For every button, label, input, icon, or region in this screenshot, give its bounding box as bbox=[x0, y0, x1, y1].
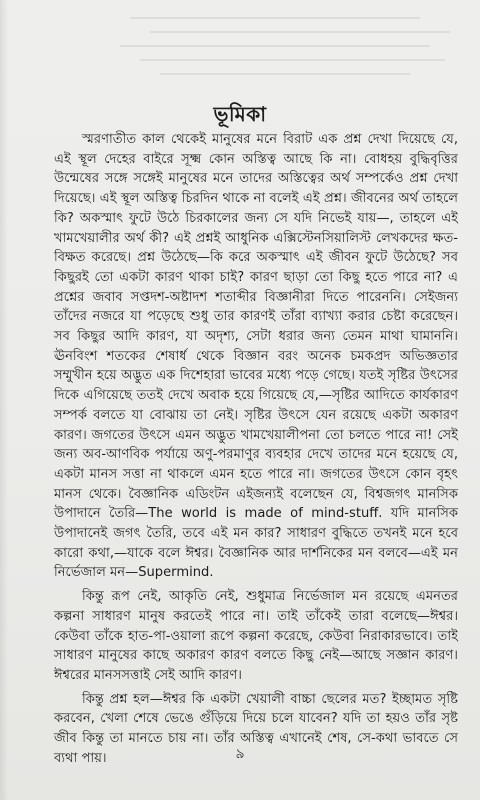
paragraph-3: কিন্তু প্রশ্ন হল—ঈশ্বর কি একটা খেয়ালী বাচ্চা ছেলের মত? ইচ্ছামত সৃষ্টি করবেন, খেলা শেষে ভেঙে গুঁড়িয়ে দিয়ে চলে যাবেন? যদি তা হয়ও তাঁর সৃষ্ট জীব কিন্তু তা মানতে চায় না। তাঁর অস্তিত্ব এখানেই শেষ, সে-কথা ভাবতে সে ব্যথা পায়। bbox=[54, 691, 458, 766]
page-title: ভূমিকা bbox=[213, 102, 267, 126]
page-number: ৯ bbox=[235, 746, 245, 762]
paragraph-2: কিন্তু রূপ নেই, আকৃতি নেই, শুধুমাত্র নির্ভেজাল মন রয়েছে এমনতর কল্পনা সাধারণ মানুষ করতেই পারে না। তাই তাঁকেই তারা বলেছে—ঈশ্বর। কেউবা তাঁকে হাত-পা-ওয়ালা রূপে কল্পনা করেছে, কেউবা নিরাকারভাবে। তাই সাধারণ মানুষের কাছে অকারণ কারণ বলতে কিছু নেই—আছে সজ্ঞান কারণ। ঈশ্বরের মানসসত্তাই সেই আদি কারণ। bbox=[54, 589, 458, 683]
paragraph-1: স্মরণাতীত কাল থেকেই মানুষের মনে বিরাট এক প্রশ্ন দেখা দিয়েছে যে, এই স্থূল দেহের বাইরে সূক্ষ্ম কোন অস্তিত্ব আছে কি না। বোধহয় বুদ্ধিবৃত্তির উন্মেষের সঙ্গে সঙ্গেই মানুষের মনে তাদের অস্তিত্বের অর্থ সম্পর্কেও প্রশ্ন দেখা দিয়েছে। এই স্থূল অস্তিত্ব চিরদিন থাকে না বলেই এই প্রশ্ন। জীবনের অর্থ তাহলে কি? অকস্মাৎ ফুটে উঠে চিরকালের জন্য সে যদি নিভেই যায়—, তাহলে এই খামখেয়ালীর অর্থ কী? এই প্রশ্নই আধুনিক এক্সিস্টেনসিয়ালিস্ট লেখকদের ক্ষত-বিক্ষত করেছে। প্রশ্ন উঠেছে—কি করে অকস্মাৎ এই জীবন ফুটে উঠেছে? সব কিছুরই তো একটা কারণ থাকা চাই? কারণ ছাড়া তো কিছু হতে পারে না? এ প্রশ্নের জবাব সপ্তদশ-অষ্টাদশ শতাব্দীর বিজ্ঞানীরা দিতে পারেননি। সেইজন্য তাঁদের নজরে যা পড়েছে শুধু তার কারণই তাঁরা ব্যাখ্যা করার চেষ্টা করেছেন। সব কিছুর আদি কারণ, যা অদৃশ্য, সেটা ধরার জন্য তেমন মাথা ঘামাননি। ঊনবিংশ শতকের শেষার্ধ থেকে বিজ্ঞান বরং অনেক চমকপ্রদ অভিজ্ঞতার সম্মুখীন হয়ে অদ্ভুত এক দিশেহারা ভাবের মধ্যে পড়ে গেছে। যতই সৃষ্টির উৎসের দিকে এগিয়েছে ততই দেখে অবাক হয়ে গিয়েছে যে,—সৃষ্টির আদিতে কার্যকারণ সম্পর্ক বলতে যা বোঝায় তা নেই। সৃষ্টির উৎসে যেন রয়েছে একটা অকারণ কারণ। জগতের উৎসে এমন অদ্ভুত খামখেয়ালীপনা তো চলতে পারে না! সেই জন্য অব-আণবিক পর্যায়ে অণু-পরমাণুর ব্যবহার দেখে তাদের মনে হয়েছে যে, একটা মানস সত্তা না থাকলে এমন হতে পারে না। জগতের উৎসে কোন বৃহৎ মানস থেকে। বৈজ্ঞানিক এডিংটন এইজন্যই বলেছেন যে, বিশ্বজগৎ মানসিক উপাদানে তৈরি—The world is made of mind-stuff. যদি মানসিক উপাদানেই জগৎ তৈরি, তবে এই মন কার? সাধারণ বুদ্ধিতে তখনই মনে হবে কারো কথা,—যাকে বলে ঈশ্বর। বৈজ্ঞানিক আর দার্শনিকের মন বলবে—এই মন নির্ভেজাল মন—Supermind. bbox=[54, 132, 458, 581]
bleed-through-text bbox=[120, 6, 460, 86]
body-text bbox=[54, 130, 458, 773]
